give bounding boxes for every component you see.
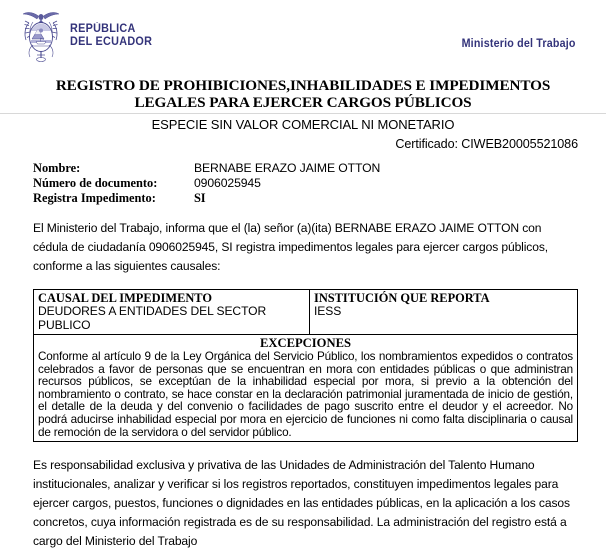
table-row-excepciones bbox=[34, 335, 578, 442]
table-cell-excepciones bbox=[34, 335, 578, 442]
table-cell-institucion bbox=[310, 290, 578, 335]
person-fields bbox=[0, 161, 606, 206]
field-value-documento: 0906025945 bbox=[194, 176, 261, 190]
document-subtitle: ESPECIE SIN VALOR COMERCIAL NI MONETARIO bbox=[151, 117, 455, 132]
certificate-number: Certificado: CIWEB20005521086 bbox=[395, 137, 578, 151]
document-title bbox=[22, 78, 584, 111]
republic-name bbox=[70, 23, 152, 50]
title-block bbox=[0, 78, 606, 111]
republic-line-2: DEL ECUADOR bbox=[70, 36, 153, 48]
republic-branding bbox=[18, 10, 157, 62]
table-cell-causal bbox=[34, 290, 310, 335]
field-row-impedimento bbox=[33, 191, 606, 206]
exceptions-heading: EXCEPCIONES bbox=[260, 336, 351, 350]
ecuador-coat-of-arms-icon bbox=[18, 10, 64, 62]
field-value-impedimento: SI bbox=[194, 191, 206, 205]
table-value-causal: DEUDORES A ENTIDADES DEL SECTOR PUBLICO bbox=[38, 304, 267, 332]
ministry-label: Ministerio del Trabajo bbox=[461, 38, 576, 50]
table-value-institucion: IESS bbox=[314, 304, 342, 318]
field-label-nombre: Nombre: bbox=[33, 161, 81, 175]
field-value-nombre: BERNABE ERAZO JAIME OTTON bbox=[194, 161, 381, 175]
closing-paragraph: Es responsabilidad exclusiva y privativa de las Unidades de Administración del Talento Humano institucionales, analizar y verificar si los registros reportados, constituyen impedimentos legales para ejercer cargos, puestos, funciones o dignidades en las entidades públicas, en la aplicación a los casos concretos, cuya información registrada es de su responsabilidad. La administración del registro está a cargo del Ministerio del Trabajo bbox=[33, 458, 570, 549]
field-label-impedimento: Registra Impedimento: bbox=[33, 191, 156, 205]
republic-line-1: REPÚBLICA bbox=[70, 22, 136, 35]
table-header-causal: CAUSAL DEL IMPEDIMENTO bbox=[38, 291, 212, 305]
intro-paragraph: El Ministerio del Trabajo, informa que el (la) señor (a)(ita) BERNABE ERAZO JAIME OTTON con cédula de ciudadanía 0906025945, SI registra impedimentos legales para ejercer cargos públicos, conforme a las siguientes causales: bbox=[33, 221, 549, 273]
title-divider bbox=[0, 113, 606, 114]
field-row-nombre bbox=[33, 161, 606, 176]
impediment-table bbox=[33, 289, 578, 442]
document-header bbox=[0, 0, 606, 78]
document-title-line-1: REGISTRO DE PROHIBICIONES,INHABILIDADES E IMPEDIMENTOS bbox=[55, 77, 551, 94]
table-row-causal bbox=[34, 290, 578, 335]
document-title-line-2: LEGALES PARA EJERCER CARGOS PÚBLICOS bbox=[134, 93, 472, 111]
field-row-documento bbox=[33, 176, 606, 191]
exceptions-text: Conforme al artículo 9 de la Ley Orgánica del Servicio Público, los nombramientos expedidos o contratos celebrados a favor de personas que se encuentran en mora con entidades públicas o que administran recursos públicos, se exceptúan de la inhabilidad especial por mora, si previo a la obtención del nombramiento o contrato, se hace constar en la declaración patrimonial juramentada de inicio de gestión, el detalle de la deuda y del convenio o facilidades de pago suscrito entre el deudor y el acreedor. No podrá aducirse inhabilidad especial por mora en ejercicio de funciones ni como falta disciplinaria o causal de remoción de la servidora o del servidor público. bbox=[38, 350, 573, 439]
field-label-documento: Número de documento: bbox=[33, 176, 158, 190]
table-header-institucion: INSTITUCIÓN QUE REPORTA bbox=[314, 291, 490, 305]
